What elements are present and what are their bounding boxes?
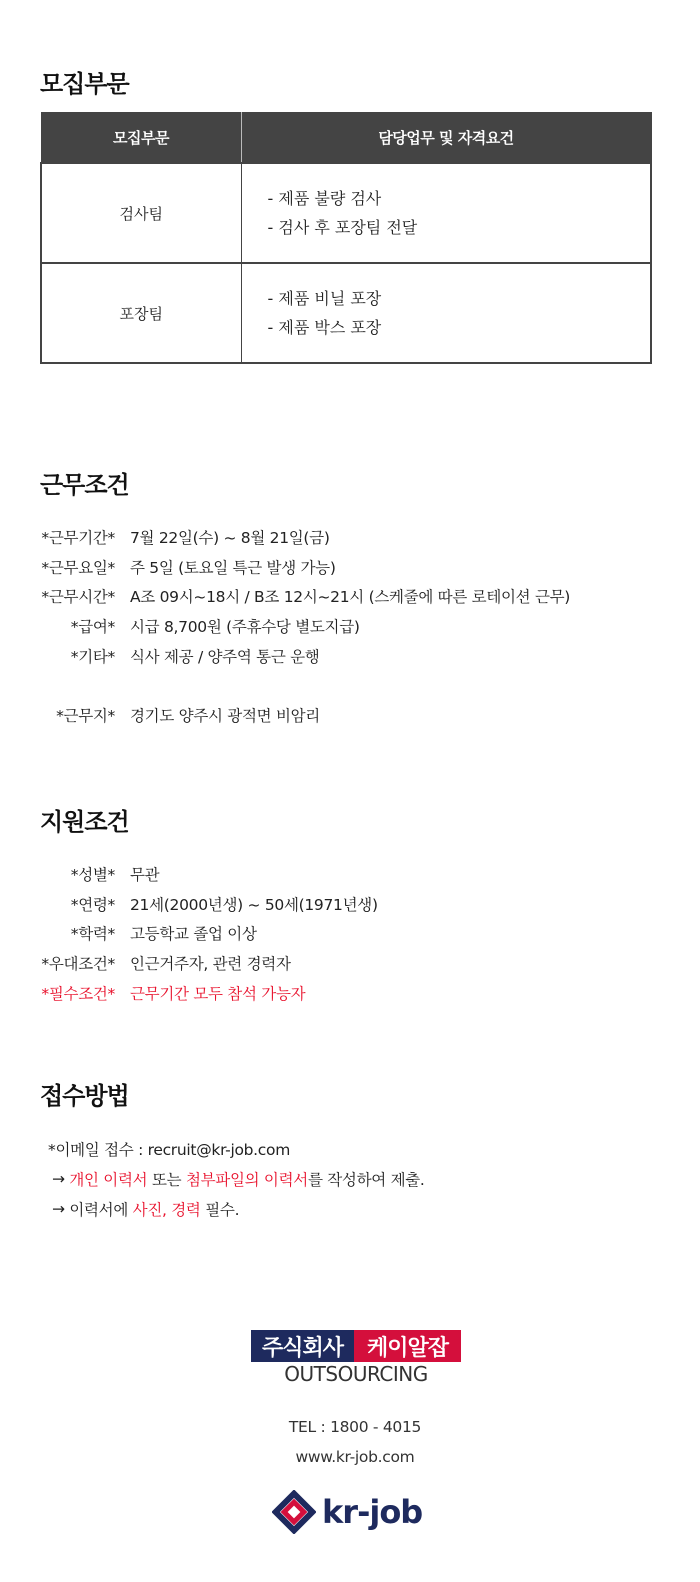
- item-value: 주 5일 (토요일 특근 발생 가능): [130, 558, 336, 577]
- method-line: [48, 1164, 668, 1194]
- highlight-text: 개인 이력서: [69, 1171, 148, 1189]
- highlight-text: 첨부파일의 이력서: [185, 1171, 308, 1189]
- table-cell-team: 검사팀: [41, 163, 241, 263]
- item-value: A조 09시~18시 / B조 12시~21시 (스케줄에 따른 로테이션 근무): [130, 588, 571, 607]
- brand-logo: [272, 1487, 432, 1537]
- method-list: [48, 1134, 668, 1224]
- apply-conditions-list: [0, 859, 700, 1007]
- email-line: *이메일 접수 : recruit@kr-job.com: [48, 1141, 290, 1159]
- list-item: [0, 700, 700, 730]
- highlight-text: 사진, 경력: [132, 1201, 201, 1219]
- item-label: *연령*: [70, 895, 115, 914]
- arrow-icon: →: [52, 1170, 65, 1188]
- website-link[interactable]: www.kr-job.com: [295, 1448, 415, 1466]
- work-conditions-list: [0, 522, 700, 670]
- method-section-title: 접수방법: [40, 1082, 129, 1110]
- list-item: [0, 889, 700, 919]
- item-value: 무관: [130, 865, 160, 884]
- list-item: [0, 948, 700, 978]
- list-item: [0, 918, 700, 948]
- arrow-icon: →: [52, 1200, 65, 1218]
- item-value: 시급 8,700원 (주휴수당 별도지급): [130, 617, 360, 636]
- brand-mark-icon: [272, 1490, 316, 1534]
- list-item: [0, 641, 700, 671]
- outsourcing-label: OUTSOURCING: [284, 1362, 428, 1386]
- recruit-table: [40, 112, 652, 364]
- table-cell-duties: [241, 163, 651, 263]
- list-item: [0, 611, 700, 641]
- method-line: [48, 1194, 668, 1224]
- item-value: 고등학교 졸업 이상: [130, 925, 257, 944]
- work-section-title: 근무조건: [40, 471, 129, 499]
- duty-line: - 제품 박스 포장: [267, 318, 382, 337]
- method-text: 이력서에: [64, 1201, 133, 1219]
- tel-text: TEL : 1800 - 4015: [288, 1418, 422, 1436]
- duty-line: - 제품 비닐 포장: [267, 289, 382, 308]
- item-label: *근무기간*: [41, 528, 115, 547]
- table-cell-duties: [241, 263, 651, 363]
- brand-name: kr-job: [322, 1493, 423, 1531]
- item-value: 근무기간 모두 참석 가능자: [130, 984, 306, 1003]
- item-label: *근무지*: [56, 706, 115, 725]
- table-header-duties: 담당업무 및 자격요건: [241, 113, 651, 164]
- item-label: *학력*: [70, 925, 115, 944]
- apply-cond-section-title: 지원조건: [40, 808, 129, 836]
- duty-line: - 제품 불량 검사: [267, 189, 382, 208]
- item-value: 21세(2000년생) ~ 50세(1971년생): [130, 895, 378, 914]
- item-label: *우대조건*: [41, 954, 115, 973]
- list-item: [0, 522, 700, 552]
- item-value: 7월 22일(수) ~ 8월 21일(금): [130, 528, 330, 547]
- item-value: 인근거주자, 관련 경력자: [130, 954, 291, 973]
- item-label: *급여*: [70, 617, 115, 636]
- item-value: 경기도 양주시 광적면 비암리: [130, 706, 320, 725]
- item-label: *근무시간*: [41, 588, 115, 607]
- duty-line: - 검사 후 포장팀 전달: [267, 218, 418, 237]
- list-item: [0, 859, 700, 889]
- list-item: [0, 552, 700, 582]
- item-label: *성별*: [70, 865, 115, 884]
- item-label: *기타*: [70, 647, 115, 666]
- logo-part-name: 케이알잡: [354, 1330, 461, 1362]
- list-item-required: [0, 978, 700, 1008]
- table-header-row: [41, 113, 651, 164]
- logo-part-company: 주식회사: [251, 1330, 354, 1362]
- table-row: [41, 263, 651, 363]
- table-cell-team: 포장팀: [41, 263, 241, 363]
- company-logo: [251, 1330, 461, 1362]
- table-header-team: 모집부문: [41, 113, 241, 164]
- table-row: [41, 163, 651, 263]
- item-value: 식사 제공 / 양주역 통근 운행: [130, 647, 320, 666]
- method-text: 또는: [147, 1171, 186, 1189]
- list-item: [0, 581, 700, 611]
- item-label: *근무요일*: [41, 558, 115, 577]
- item-label: *필수조건*: [41, 984, 115, 1003]
- work-location: [0, 700, 700, 730]
- method-text: 를 작성하여 제출.: [307, 1171, 425, 1189]
- method-text: 필수.: [200, 1201, 240, 1219]
- recruit-section-title: 모집부문: [40, 70, 129, 98]
